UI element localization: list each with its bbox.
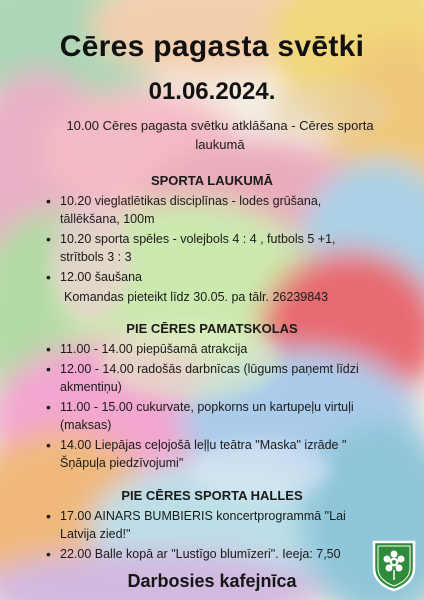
- section-sports-hall: [0, 487, 424, 565]
- section-primary-school: [0, 320, 424, 474]
- list-item: • 12.00 šaušana: [60, 268, 380, 286]
- list-item: • 17.00 AINARS BUMBIERIS koncertprogrammā "Lai Latvija zied!": [60, 507, 380, 543]
- section-sports-field: [0, 172, 424, 306]
- list-item: • 12.00 - 14.00 radošās darbnīcas (lūgums paņemt līdzi akmentiņu): [60, 360, 380, 396]
- section-heading: PIE CĒRES PAMATSKOLAS: [126, 321, 298, 336]
- event-list: [0, 507, 380, 563]
- list-item: • 22.00 Balle kopā ar "Lustīgo blumīzeri". Ieeja: 7,50: [60, 545, 380, 563]
- event-list: [0, 340, 380, 472]
- poster-title: Cēres pagasta svētki: [59, 30, 365, 63]
- event-date: 01.06.2024.: [148, 78, 276, 105]
- list-item: • 10.20 vieglatlētikas disciplīnas - lodes grūšana, tāllēkšana, 100m: [60, 192, 380, 228]
- list-item: • 14.00 Liepājas ceļojošā leļļu teātra "Maska" izrāde " Šņāpuļa piedzīvojumi": [60, 436, 380, 472]
- list-item: • 11.00 - 15.00 cukurvate, popkorns un kartupeļu virtuļi (maksas): [60, 398, 380, 434]
- coat-of-arms-icon: [372, 540, 416, 592]
- section-heading: SPORTA LAUKUMĀ: [150, 173, 274, 188]
- list-item: • 10.20 sporta spēles - volejbols 4 : 4 , futbols 5 +1, strītbols 3 : 3: [60, 230, 380, 266]
- registration-note: Komandas pieteikt līdz 30.05. pa tālr. 26239843: [64, 290, 329, 304]
- cafe-notice: Darbosies kafejnīca: [127, 571, 297, 591]
- event-list: [0, 192, 380, 286]
- section-heading: PIE CĒRES SPORTA HALLES: [121, 488, 303, 503]
- list-item: • 11.00 - 14.00 piepūšamā atrakcija: [60, 340, 380, 358]
- opening-text: 10.00 Cēres pagasta svētku atklāšana - Cēres sporta laukumā: [66, 118, 374, 152]
